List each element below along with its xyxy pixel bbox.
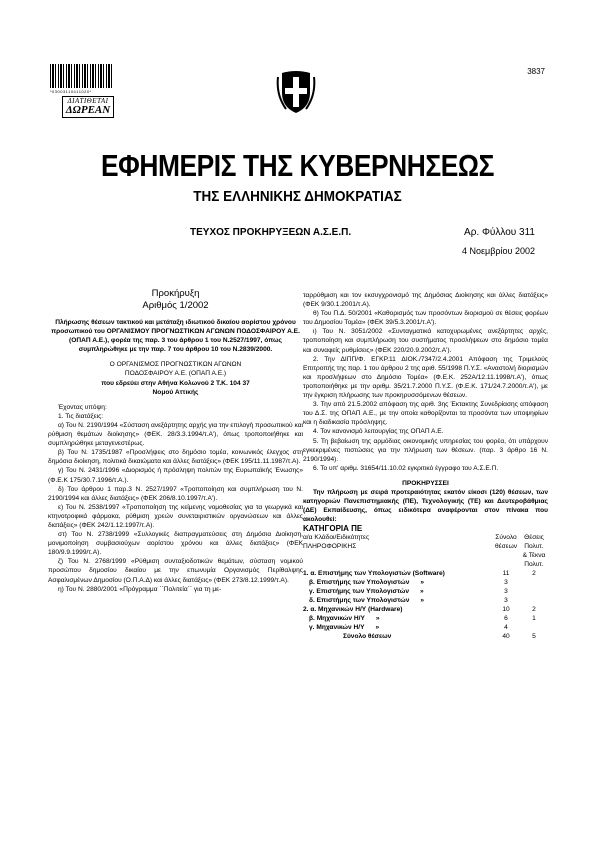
row-total: 3: [504, 579, 508, 587]
row-label: δ. Επιστήμης των Υπολογιστών: [309, 597, 410, 605]
free-distribution-box: [62, 96, 114, 118]
category-heading: ΚΑΤΗΓΟΡΙΑ ΠΕ: [303, 524, 363, 534]
provision-c: γ) Του Ν. 2431/1996 «Διορισμός ή πρόσληψη πολιτών της Ευρωπαϊκής Ένωσης» (Φ.Ε.Κ 175/30.7.1996/τ.Α.).: [48, 467, 303, 484]
row-extra: [520, 578, 548, 587]
gazette-subtitle: ΤΗΣ ΕΛΛΗΝΙΚΗΣ ΔΗΜΟΚΡΑΤΙΑΣ: [193, 188, 402, 205]
row-extra: 2: [532, 570, 536, 578]
row-ditto: »: [420, 597, 425, 605]
barcode: [50, 64, 114, 88]
row-ditto: »: [375, 615, 380, 623]
item-6: 6. Το υπ' αριθμ. 31654/11.10.02 εγκριτικό έγγραφο του Α.Σ.Ε.Π.: [313, 464, 499, 472]
row-label: α. Μηχανικών Η/Υ (Hardware): [310, 606, 403, 614]
row-ditto: »: [375, 624, 380, 632]
provision-e: ε) Του Ν. 2538/1997 «Τροποποίηση της κείμενης νομοθεσίας για τα γεωργικά και κτηνοτροφικά φάρμακα, ρύθμιση χρεών συνεταιριστικών οργανώσεων και άλλες διατάξεις» (ΦΕΚ 242/1.12.1997/τ.Α).: [48, 503, 303, 529]
header-informatics: ΠΛΗΡΟΦΟΡΙΚΗΣ: [303, 543, 357, 551]
provision-h-cont: ταρρύθμιση και τον εκσυγχρονισμό της Δημόσιας Διοίκησης και άλλες διατάξεις» (ΦΕΚ 9/30.1.2001/τ.Α).: [303, 292, 548, 309]
row-total: 4: [504, 624, 508, 632]
row-extra: 2: [532, 606, 536, 614]
org-line4: Νομού Αττικής: [152, 388, 199, 396]
header-total: Σύνολο: [495, 534, 517, 542]
table-row: [303, 587, 548, 596]
row-label: α. Επιστήμης των Υπολογιστών (Software): [310, 570, 445, 578]
provision-b: β) Του Ν. 1735/1987 «Προσλήψεις στο δημόσιο τομέα, κοινωνικός έλεγχος στη δημόσια διοίκηση, πολιτικά δικαιώματα και άλλες διατάξεις» (ΦΕΚ 195/11.11.1987/τ.Α).: [48, 449, 303, 466]
table-header-total: [492, 533, 520, 569]
table-row: [303, 596, 548, 605]
provisions-intro: 1. Τις διατάξεις:: [58, 412, 104, 420]
provision-h: η) Του Ν. 2880/2001 «Πρόγραμμα ``Πολιτεία`` για τη με-: [58, 585, 222, 593]
header-children: & Τέκνα: [522, 552, 546, 560]
free-line2: ΔΩΡΕΑΝ: [65, 104, 111, 116]
having-in-mind: Έχοντας υπόψη:: [58, 403, 107, 411]
row-total: 11: [502, 570, 510, 578]
header-extra: Θέσεις: [524, 534, 544, 542]
row-label: γ. Επιστήμης των Υπολογιστών: [309, 588, 410, 596]
header-branches: Κλάδοι/Ειδικότητες: [314, 534, 370, 542]
barcode-number: *03003110411020*: [50, 89, 92, 94]
table-total-row: [303, 632, 548, 641]
row-total: 40: [502, 633, 510, 641]
announces-heading: ΠΡΟΚΗΡΥΣΣΕΙ: [402, 479, 449, 487]
provision-d: δ) Του άρθρου 1 παρ.3 Ν. 2527/1997 «Τροποποίηση και συμπλήρωση του Ν. 2190/1994 και άλλες διατάξεις» (ΦΕΚ 206/8.10.1997/τ.Α').: [48, 485, 303, 502]
provision-i: ι) Του Ν. 3051/2002 «Συνταγματικά κατοχυρωμένες ανεξάρτητες αρχές, τροποποίηση και συμπλήρωση του συστήματος προσλήψεων στο δημόσιο τομέα και συναφείς ρυθμίσεις» (ΦΕΚ 220/20.9.2002/τ.Α').: [303, 328, 548, 354]
page-number: 3837: [527, 67, 545, 76]
greek-state-emblem-icon: [276, 67, 316, 115]
header-large-family-2: Πολυτ.: [524, 561, 544, 569]
org-line3: που εδρεύει στην Αθήνα Κολωνού 2 Τ.Κ. 104 37: [101, 379, 250, 387]
row-label: β. Επιστήμης των Υπολογιστών: [309, 579, 410, 587]
row-total: 3: [504, 588, 508, 596]
table-header-cell: [303, 533, 373, 569]
announcement-text: Την πλήρωση με σειρά προτεραιότητας εκατόν είκοσι (120) θέσεων, των κατηγοριών Πανεπιστημιακής (ΠΕ), Τεχνολογικής (ΤΕ) και Δευτεροβάθμιας (ΔΕ) Εκπαίδευσης, όπως ειδικότερα αναφέρονται στον πίνακα που ακολουθεί:: [303, 488, 548, 524]
row-total: 10: [502, 606, 510, 614]
table-row: [303, 569, 548, 578]
issue-date: 4 Νοεμβρίου 2002: [462, 246, 535, 256]
org-line1: Ο ΟΡΓΑΝΙΣΜΟΣ ΠΡΟΓΝΩΣΤΙΚΩΝ ΑΓΩΝΩΝ: [109, 361, 242, 369]
provision-th: θ) Του Π.Δ. 50/2001 «Καθορισμός των προσόντων διορισμού σε θέσεις φορέων του Δημοσίου Τομέα» (ΦΕΚ 39/5.3.2001/τ.Α').: [303, 310, 548, 327]
provision-a: α) Του Ν. 2190/1994 «Σύσταση ανεξάρτητης αρχής για την επιλογή προσωπικού και ρύθμιση θεμάτων διοίκησης» (ΦΕΚ. 28/3.3.1994/τ.Α'), όπως τροποποιήθηκε και συμπληρώθηκε μεταγενεστέρως.: [48, 421, 303, 448]
right-column: [303, 291, 548, 641]
item-3: 3. Την από 21.5.2002 απόφαση της αριθ. 3ης Έκτακτης Συνεδρίασης απόφαση του Δ.Σ. της ΟΠΑΠ Α.Ε., με την οποία καθορίζονται τα προσόντα των υποψηφίων και η διαδικασία πρόσληψης.: [303, 401, 548, 427]
proclamation-intro: Πλήρωσης θέσεων τακτικού και μετάταξη ιδιωτικού δικαίου αορίστου χρόνου προσωπικού του ΟΡΓΑΝΙΣΜΟΥ ΠΡΟΓΝΩΣΤΙΚΩΝ ΑΓΩΝΩΝ ΠΟΔΟΣΦΑΙΡΟΥ Α.Ε. (ΟΠΑΠ Α.Ε.), φορέα της παρ. 3 του άρθρου 1 του Ν.2527/1997, όπως συμπληρώθηκε με την παρ. 7 του άρθρου 10 του Ν.2839/2000.: [51, 319, 300, 354]
header-positions: θέσεων: [494, 543, 518, 551]
table-row: [303, 578, 548, 587]
provision-z: ζ) Του Ν. 2768/1999 «Ρύθμιση συνταξιοδοτικών θεμάτων, σύσταση νομικού προσώπου δημοσίου δικαίου με την επωνυμία Οργανισμός Περίθαλψης Ασφαλισμένων Δημοσίου (Ο.Π.Α.Δ) και άλλες διατάξεις» (ΦΕΚ 273/8.12.1999/τ.Α).: [48, 558, 303, 584]
row-label: Σύνολο θέσεων: [343, 633, 392, 641]
table-row: [303, 623, 548, 632]
header-large-family: Πολυτ.: [524, 543, 544, 551]
gazette-title: ΕΦΗΜΕΡΙΣ ΤΗΣ ΚΥΒΕΡΝΗΣΕΩΣ: [100, 148, 495, 183]
row-total: 6: [504, 615, 508, 623]
table-header-extra: [520, 533, 548, 569]
table-header-spacer: [373, 533, 492, 569]
row-extra: [520, 587, 548, 596]
row-ditto: »: [420, 588, 424, 596]
row-number: 1.: [303, 570, 309, 578]
row-ditto: »: [420, 579, 425, 587]
positions-table: [303, 533, 548, 641]
row-total: 3: [504, 597, 508, 605]
left-column: [48, 288, 303, 594]
item-2: 2. Την ΔΙΠΠ/Φ. ΕΓΚΡ.11 ΔΙΟΚ./7347/2.4.2001 Απόφαση της Τριμελούς Επιτροπής της παρ. 1 του άρθρου 2 της αριθ. 55/1998 Π.Υ.Σ. «Αναστολή διορισμών και προσλήψεων στο Δημόσιο Τομέα» (Φ.Ε.Κ. 252Α/12.11.1998/τ.Α'), όπως τροποποιήθηκε με την αριθμ. 35/21.7.2000 Π.Υ.Σ. (Φ.Ε.Κ. 171/24.7.2000/τ.Α'), με την έγκριση πλήρωσης των προκηρυσσόμενων θέσεων.: [303, 355, 548, 400]
org-line2: ΠΟΔΟΣΦΑΙΡΟΥ Α.Ε. (ΟΠΑΠ Α.Ε.): [124, 370, 227, 378]
row-label: β. Μηχανικών Η/Υ: [309, 615, 365, 623]
table-header-row: [303, 533, 548, 569]
issue-series: ΤΕΥΧΟΣ ΠΡΟΚΗΡΥΞΕΩΝ Α.Σ.Ε.Π.: [190, 227, 352, 238]
table-row: [303, 614, 548, 623]
row-number: 2.: [303, 606, 309, 614]
proclamation-number: Αριθμός 1/2002: [142, 300, 209, 311]
row-extra: 1: [532, 615, 536, 623]
row-label: γ. Μηχανικών Η/Υ: [309, 624, 365, 632]
row-extra: 5: [532, 633, 536, 641]
free-line1: ΔΙΑΤΙΘΕΤΑΙ: [67, 97, 109, 105]
row-extra: [520, 596, 548, 605]
item-4: 4. Τον κανονισμό λειτουργίας της ΟΠΑΠ Α.Ε.: [313, 428, 444, 436]
proclamation-heading: Προκήρυξη: [151, 288, 200, 299]
sheet-number: Αρ. Φύλλου 311: [464, 227, 535, 238]
item-5: 5. Τη βεβαίωση της αρμόδιας οικονομικής υπηρεσίας του φορέα, ότι υπάρχουν εγκεκριμένες πιστώσεις για την πλήρωση των θέσεων. (παρ. 3 άρθρο 16 Ν. 2190/1994).: [303, 437, 548, 463]
row-extra: [520, 623, 548, 632]
header-no: α/α: [303, 534, 313, 542]
provision-st: στ) Του Ν. 2738/1999 «Συλλογικές διαπραγματεύσεις στη Δημόσια Διοίκηση, μονιμοποίηση συμβασιούχων αορίστου χρόνου και άλλες διατάξεις» (ΦΕΚ 180/9.9.1999/τ.Α).: [48, 531, 303, 557]
table-row: [303, 605, 548, 614]
